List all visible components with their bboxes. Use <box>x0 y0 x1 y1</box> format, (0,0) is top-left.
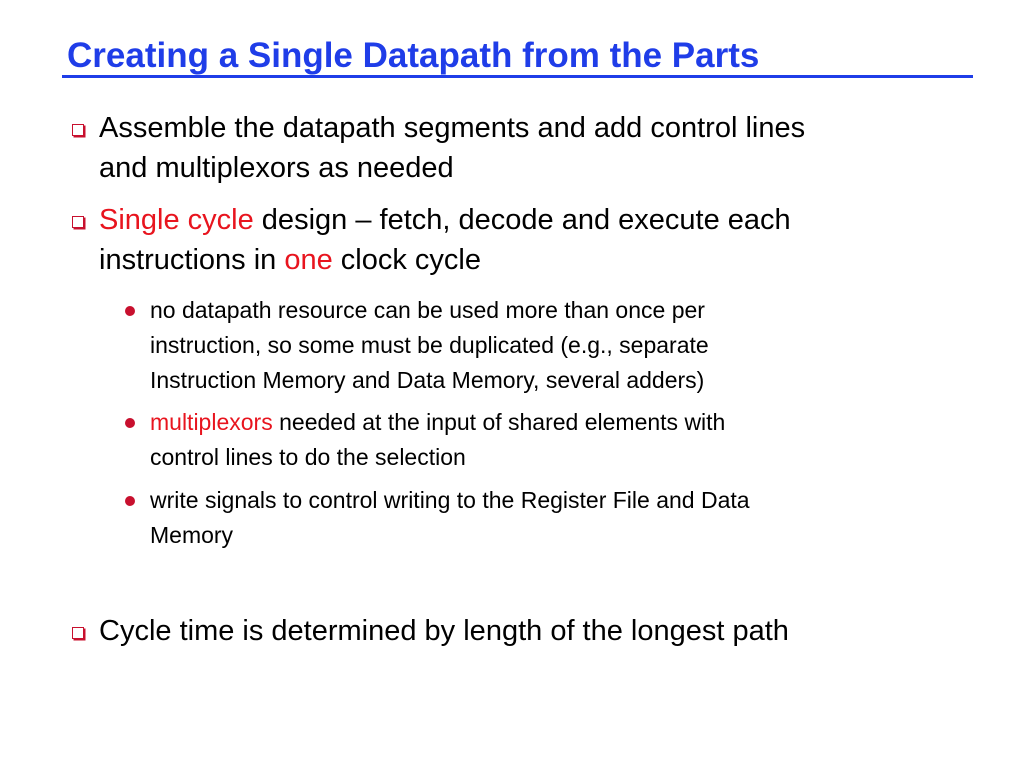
bullet-line: Cycle time is determined by length of the longest path <box>99 615 789 647</box>
sub-bullet-resource <box>150 293 910 398</box>
bullet-text: design – fetch, decode and execute each <box>253 204 791 236</box>
sub-bullet-line <box>150 405 910 440</box>
sub-bullet-text: needed at the input of shared elements with <box>272 409 726 435</box>
sub-bullet-line: instruction, so some must be duplicated (e.g., separate <box>150 332 709 358</box>
bullet-text: instructions in <box>99 244 285 276</box>
hollow-square-bullet-icon <box>72 627 84 639</box>
emphasis-single-cycle: Single cycle <box>99 204 254 236</box>
bullet-line <box>99 200 979 240</box>
filled-dot-bullet-icon <box>125 496 135 506</box>
bullet-line: and multiplexors as needed <box>99 152 454 184</box>
bullet-cycle-time <box>99 611 979 651</box>
bullet-text: clock cycle <box>332 244 482 276</box>
emphasis-multiplexors: multiplexors <box>150 409 273 435</box>
sub-bullet-line: Memory <box>150 522 234 548</box>
hollow-square-bullet-icon <box>72 216 84 228</box>
sub-bullet-line: control lines to do the selection <box>150 444 466 470</box>
bullet-line: Assemble the datapath segments and add control lines <box>99 112 806 144</box>
filled-dot-bullet-icon <box>125 418 135 428</box>
sub-bullet-line: Instruction Memory and Data Memory, several adders) <box>150 367 705 393</box>
slide-title: Creating a Single Datapath from the Parts <box>67 36 760 75</box>
bullet-line <box>99 240 979 280</box>
hollow-square-bullet-icon <box>72 124 84 136</box>
sub-bullet-line: no datapath resource can be used more than once per <box>150 297 705 323</box>
filled-dot-bullet-icon <box>125 306 135 316</box>
sub-bullet-line: write signals to control writing to the Register File and Data <box>150 487 750 513</box>
bullet-assemble <box>99 108 979 188</box>
emphasis-one: one <box>284 244 333 276</box>
sub-bullet-multiplexors <box>150 405 910 475</box>
bullet-single-cycle <box>99 200 979 280</box>
sub-bullet-write-signals <box>150 483 910 553</box>
title-underline <box>62 75 973 78</box>
